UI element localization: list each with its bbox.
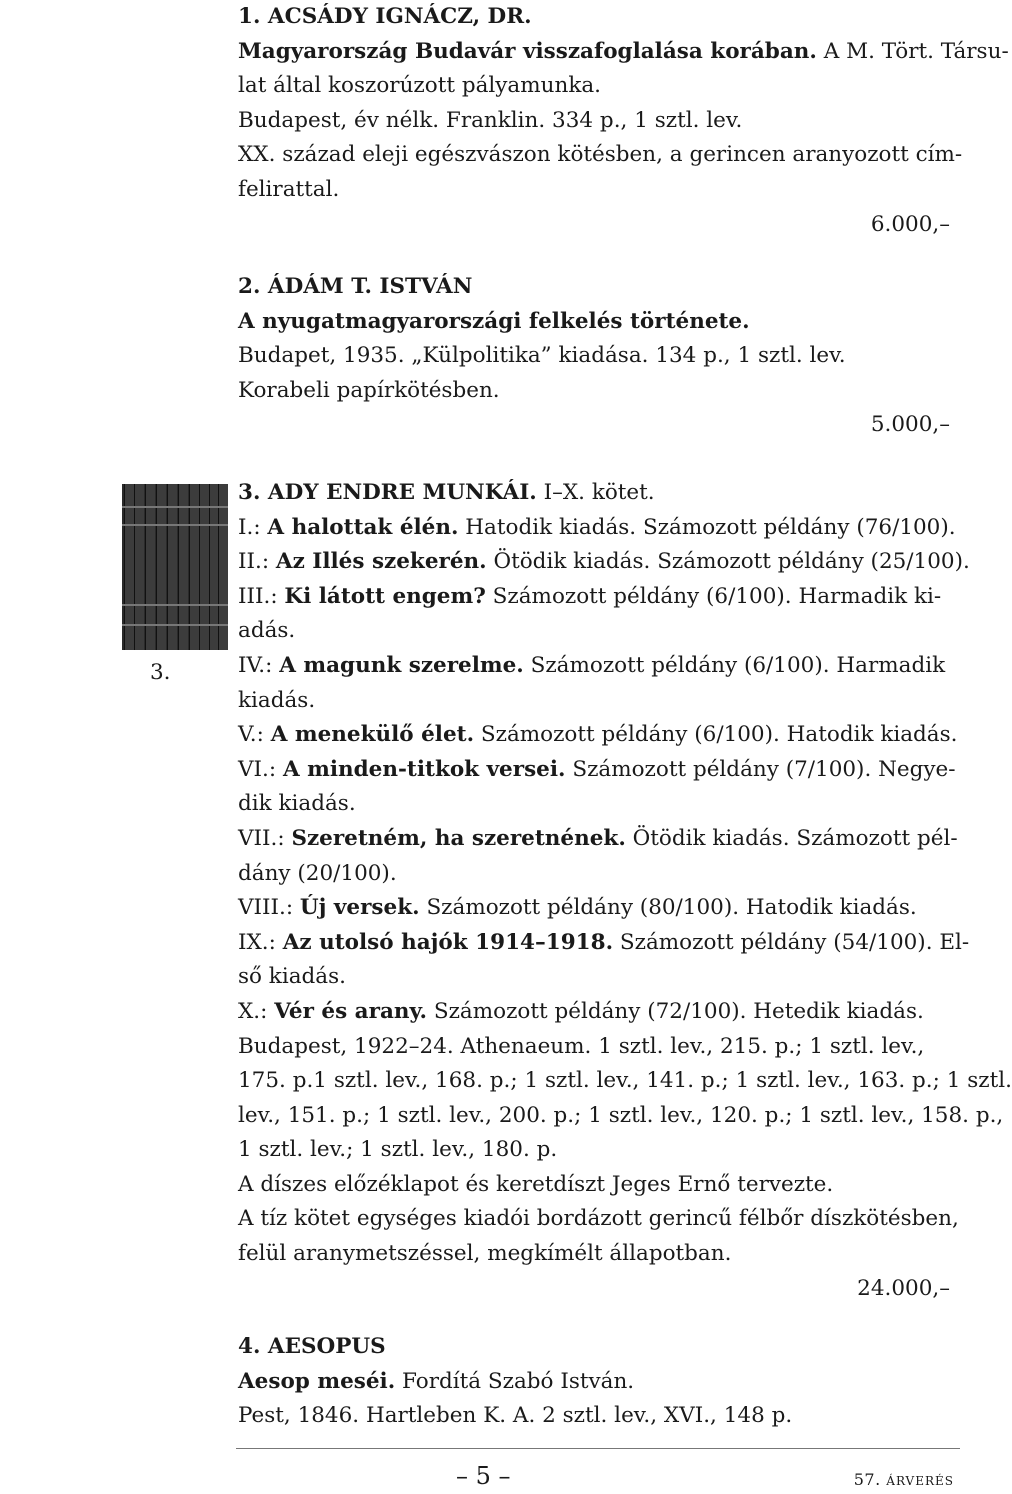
plain-text: Ötödik kiadás. Számozott példány (25/100). [486, 549, 970, 575]
plain-text: Fordítá Szabó István. [395, 1368, 635, 1394]
bold-text: 2. ÁDÁM T. ISTVÁN [238, 274, 473, 299]
entry-line [238, 684, 958, 719]
entry-line [238, 476, 958, 511]
entry-line [238, 339, 958, 374]
plain-text: dány (20/100). [238, 860, 397, 886]
entry-4 [238, 1330, 958, 1434]
entry-line [238, 69, 958, 104]
bold-text: 3. ADY ENDRE MUNKÁI. [238, 480, 537, 505]
entry-line [238, 374, 958, 409]
plain-text: I–X. kötet. [536, 480, 655, 505]
bold-text: A minden-titkok versei. [282, 756, 566, 782]
entry-line [238, 104, 958, 139]
volume-label: IV.: [238, 652, 280, 678]
bold-text: Vér és arany. [274, 998, 428, 1024]
entry-line [238, 138, 963, 173]
entry-3 [238, 476, 1012, 1306]
entry-line [238, 614, 958, 649]
entry-line [238, 1399, 958, 1434]
entry-line [238, 305, 958, 340]
bold-text: Magyarország Budavár visszafoglalása korában. [238, 38, 817, 64]
plain-text: felirattal. [238, 176, 340, 202]
entry-line [238, 995, 958, 1030]
entry-line [238, 580, 958, 615]
entry-line [238, 857, 958, 892]
bold-text: A halottak élén. [267, 514, 459, 540]
plain-text: Budapest, 1922–24. Athenaeum. 1 sztl. lev., 215. p.; 1 sztl. lev., [238, 1033, 925, 1059]
plain-text: XX. század eleji egészvászon kötésben, a gerincen aranyozott cím- [238, 142, 963, 168]
price: 5.000,– [870, 412, 950, 438]
footer-rule [236, 1448, 960, 1449]
plain-text: Korabeli papírkötésben. [238, 377, 500, 403]
entry-line [238, 1133, 958, 1168]
volume-label: V.: [238, 722, 271, 748]
bold-text: A nyugatmagyarországi felkelés története. [238, 308, 750, 334]
plain-text: Számozott példány (72/100). Hetedik kiadás. [427, 998, 924, 1024]
plain-text: Budapest, év nélk. Franklin. 334 p., 1 sztl. lev. [238, 107, 743, 133]
plain-text: 175. p.1 sztl. lev., 168. p.; 1 sztl. lev., 141. p.; 1 sztl. lev., 163. p.; 1 sztl. [238, 1068, 1012, 1094]
entry-line [238, 649, 958, 684]
entry-line [238, 891, 958, 926]
image-caption: 3. [150, 660, 171, 685]
volume-label: VIII.: [238, 895, 300, 921]
entry-line [238, 1030, 958, 1065]
entry-line [238, 1064, 1012, 1099]
bold-text: Ki látott engem? [284, 583, 486, 609]
entry-line [238, 787, 958, 822]
plain-text: Ötödik kiadás. Számozott pél- [625, 825, 958, 851]
entry-line [238, 718, 958, 753]
plain-text: dik kiadás. [238, 791, 356, 817]
entry-line [238, 753, 958, 788]
plain-text: A M. Tört. Társu- [816, 38, 1009, 64]
price: 6.000,– [870, 211, 950, 237]
folio-number: 57. [853, 1470, 881, 1489]
entry-line [238, 1365, 958, 1400]
plain-text: kiadás. [238, 687, 316, 713]
plain-text: Pest, 1846. Hartleben K. A. 2 sztl. lev., XVI., 148 p. [238, 1403, 793, 1429]
entry-line [238, 1099, 1004, 1134]
entry-line [238, 173, 958, 208]
bold-text: A magunk szerelme. [279, 652, 524, 678]
plain-text: Számozott példány (7/100). Negye- [565, 756, 956, 782]
volume-label: VI.: [238, 756, 283, 782]
entry-line [238, 926, 970, 961]
bold-text: Az Illés szekerén. [275, 549, 487, 575]
entry-line [238, 1168, 958, 1203]
entry-line [238, 1330, 958, 1365]
plain-text: lat által koszorúzott pályamunka. [238, 73, 602, 99]
entry-line [238, 960, 958, 995]
plain-text: Budapet, 1935. „Külpolitika” kiadása. 134 p., 1 sztl. lev. [238, 343, 846, 369]
entry-1 [238, 0, 1009, 242]
bold-text: Aesop meséi. [238, 1368, 396, 1394]
entry-line [238, 822, 958, 857]
entry-2 [238, 270, 958, 443]
plain-text: Számozott példány (54/100). El- [613, 929, 970, 955]
plain-text: Számozott példány (6/100). Harmadik ki- [485, 583, 942, 609]
plain-text: A díszes előzéklapot és keretdíszt Jeges Ernő tervezte. [238, 1171, 834, 1197]
plain-text: adás. [238, 618, 296, 644]
entry-line [238, 0, 958, 35]
entry-line [238, 1202, 958, 1237]
bold-text: Szeretném, ha szeretnének. [291, 825, 626, 851]
entry-line [238, 545, 970, 580]
volume-label: I.: [238, 514, 268, 540]
bold-text: 1. ACSÁDY IGNÁCZ, DR. [238, 4, 532, 29]
volume-label: II.: [238, 549, 276, 575]
bold-text: 4. AESOPUS [238, 1334, 386, 1359]
price: 24.000,– [857, 1275, 950, 1301]
volume-label: X.: [238, 998, 275, 1024]
plain-text: felül aranymetszéssel, megkímélt állapotban. [238, 1241, 732, 1267]
page-number: – 5 – [456, 1462, 511, 1490]
bold-text: A menekülő élet. [270, 722, 475, 748]
plain-text: Hatodik kiadás. Számozott példány (76/100). [458, 514, 956, 540]
entry-line [238, 511, 958, 546]
plain-text: Számozott példány (80/100). Hatodik kiadás. [419, 895, 917, 921]
folio [854, 1470, 954, 1489]
bold-text: Az utolsó hajók 1914–1918. [282, 929, 614, 955]
book-spines-photo [122, 484, 228, 650]
plain-text: Számozott példány (6/100). Harmadik [523, 652, 946, 678]
plain-text: lev., 151. p.; 1 sztl. lev., 200. p.; 1 sztl. lev., 120. p.; 1 sztl. lev., 158. p., [238, 1102, 1004, 1128]
entry-line [238, 35, 1009, 70]
volume-label: VII.: [238, 825, 292, 851]
plain-text: 1 sztl. lev.; 1 sztl. lev., 180. p. [238, 1137, 558, 1163]
entry-line [238, 270, 958, 305]
bold-text: Új versek. [299, 895, 420, 921]
volume-label: IX.: [238, 929, 283, 955]
folio-title: ÁRVERÉS [886, 1474, 954, 1488]
entry-line [238, 1237, 958, 1272]
plain-text: ső kiadás. [238, 964, 346, 990]
plain-text: Számozott példány (6/100). Hatodik kiadás. [474, 722, 958, 748]
volume-label: III.: [238, 583, 285, 609]
plain-text: A tíz kötet egységes kiadói bordázott gerincű félbőr díszkötésben, [238, 1206, 959, 1232]
